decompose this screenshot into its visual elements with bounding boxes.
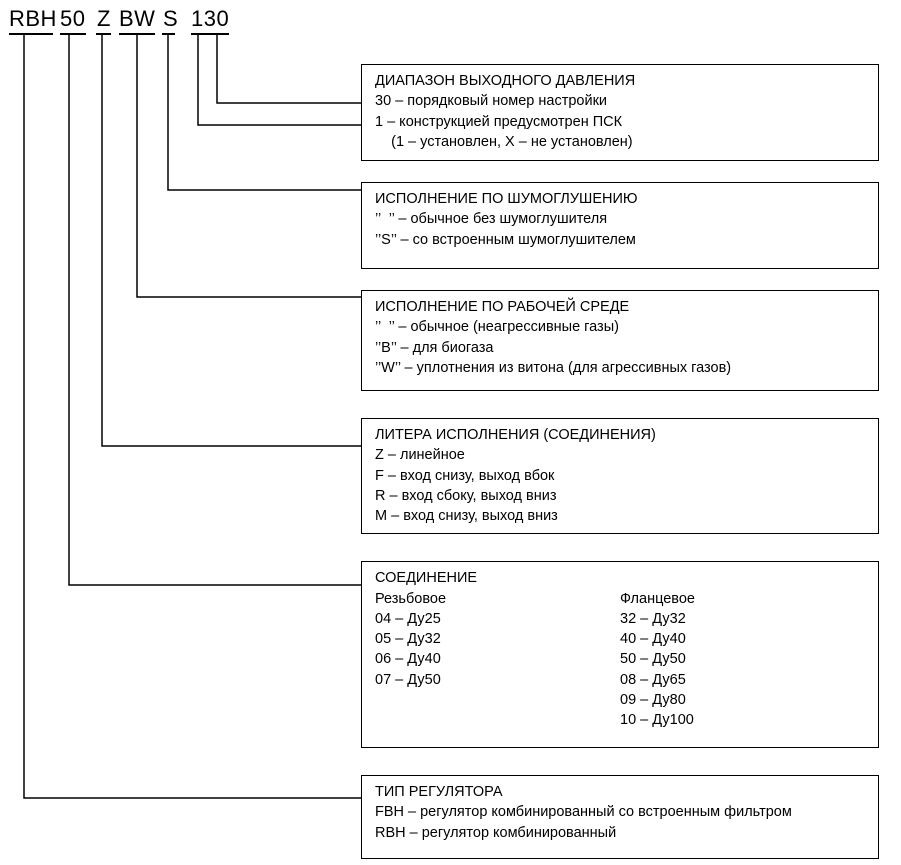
connector-pressure-b [198,35,361,125]
letter-option-line: M – вход снизу, выход вниз [375,508,558,525]
letter-option-line: R – вход сбоку, выход вниз [375,487,557,504]
medium-option-title: ИСПОЛНЕНИЕ ПО РАБОЧЕЙ СРЕДЕ [375,299,630,315]
connection-box [361,561,879,748]
pressure-range-line: (1 – установлен, Х – не установлен) [375,133,633,150]
pressure-range-box [361,64,879,161]
threaded-item: 06 – Ду40 [375,651,441,668]
flanged-heading: Фланцевое [620,590,695,607]
noise-option-title: ИСПОЛНЕНИЕ ПО ШУМОГЛУШЕНИЮ [375,191,638,207]
regulator-type-line: FBH – регулятор комбинированный со встроенным фильтром [375,804,792,821]
pressure-range-line: 1 – конструкцией предусмотрен ПСК [375,113,623,130]
noise-option-line: ’’ ’’ – обычное без шумоглушителя [375,211,608,228]
code-part-noise: S [163,6,179,31]
flanged-column [620,589,695,731]
code-part-pressure: 130 [191,6,230,31]
threaded-item: 05 – Ду32 [375,631,441,648]
medium-option-line: ’’W’’ – уплотнения из витона (для агрессивных газов) [375,359,732,376]
medium-option-line: ’’B’’ – для биогаза [375,339,494,356]
regulator-type-title: ТИП РЕГУЛЯТОРА [375,784,503,800]
code-part-medium: BW [119,6,156,31]
pressure-range-line: 30 – порядковый номер настройки [375,93,608,110]
flanged-item: 10 – Ду100 [620,712,694,729]
threaded-item: 07 – Ду50 [375,671,441,688]
threaded-item: 04 – Ду25 [375,610,441,627]
letter-option-box [361,418,879,534]
connection-title: СОЕДИНЕНИЕ [375,570,478,586]
noise-option-line: ’’S’’ – со встроенным шумоглушителем [375,231,636,248]
pressure-range-title: ДИАПАЗОН ВЫХОДНОГО ДАВЛЕНИЯ [375,73,636,89]
flanged-item: 50 – Ду50 [620,651,686,668]
code-part-letter: Z [97,6,111,31]
flanged-item: 32 – Ду32 [620,610,686,627]
regulator-type-line: RBH – регулятор комбинированный [375,824,617,841]
connector-pressure-a [217,35,361,103]
threaded-column [375,589,446,690]
flanged-item: 09 – Ду80 [620,691,686,708]
letter-option-line: F – вход снизу, выход вбок [375,467,555,484]
connector-noise [168,35,361,190]
noise-option-box [361,182,879,269]
flanged-item: 40 – Ду40 [620,631,686,648]
medium-option-box [361,290,879,391]
connector-connection [69,35,361,585]
connector-letter [102,35,361,446]
medium-option-line: ’’ ’’ – обычное (неагрессивные газы) [375,319,619,336]
letter-option-line: Z – линейное [375,447,465,464]
flanged-item: 08 – Ду65 [620,671,686,688]
code-part-connection: 50 [60,6,86,31]
threaded-heading: Резьбовое [375,590,447,607]
connector-type [24,35,361,798]
letter-option-title: ЛИТЕРА ИСПОЛНЕНИЯ (СОЕДИНЕНИЯ) [375,427,656,443]
connector-medium [137,35,361,297]
code-part-type: RBH [9,6,57,31]
regulator-type-box [361,775,879,859]
